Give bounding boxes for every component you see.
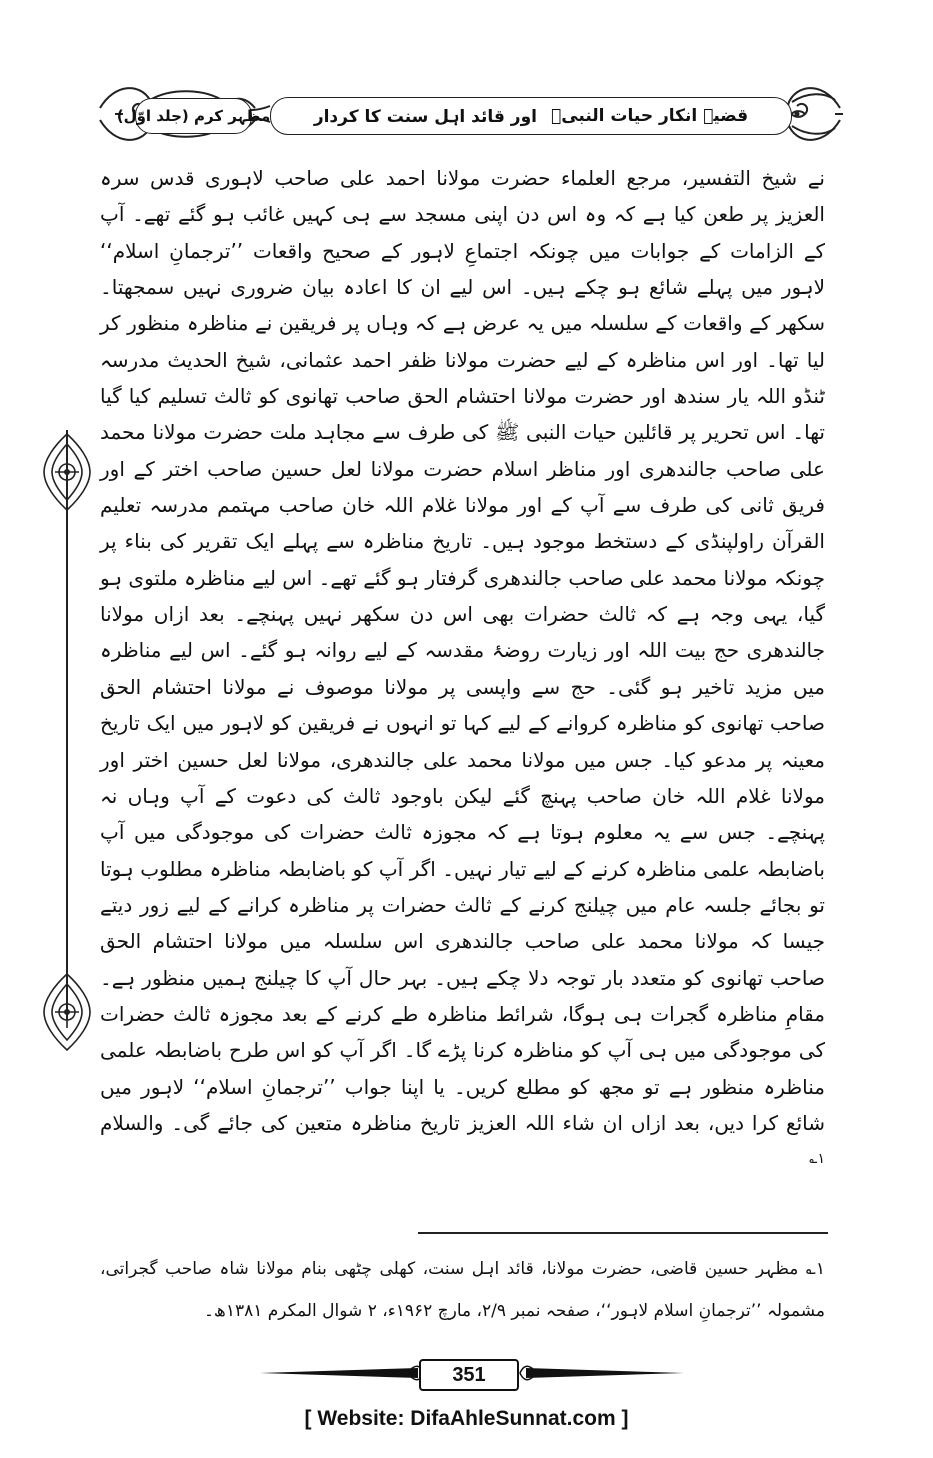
margin-rule (66, 430, 68, 1020)
website-footer: [ Website: DifaAhleSunnat.com ] (304, 1407, 629, 1430)
footnote-reference: ۱؎ (809, 1151, 825, 1168)
margin-ornament-bottom-icon (40, 972, 94, 1052)
header-title-part1: قضیہ انکار حیات النبیؐ (551, 106, 749, 126)
main-text (100, 160, 825, 1182)
margin-ornament-top-icon (40, 432, 94, 512)
footnote (100, 1248, 825, 1332)
page-header (95, 78, 845, 150)
page-number: 351 (419, 1359, 519, 1391)
body-paragraph (100, 160, 825, 1182)
footnote-marker: ۱؎ (805, 1259, 825, 1279)
footnote-text: مظہر حسین قاضی، حضرت مولانا، قائد اہل سنت، کھلی چٹھی بنام مولانا شاہ صاحب گجراتی، مشمولہ ’’ترجمانِ اسلام لاہور‘‘، صفحہ نمبر ۲/۹، مارچ ۱۹۶۲ء، ۲ شوال المکرم ۱۳۸۱ھ۔ (100, 1259, 825, 1321)
header-title (270, 97, 792, 135)
footnote-separator (418, 1232, 828, 1234)
header-volume-label: مظہر کرم (جلد اوّل) (135, 98, 252, 134)
header-title-part2: اور قائد اہل سنت کا کردار (313, 106, 537, 127)
body-paragraph-text: نے شیخ التفسیر، مرجع العلماء حضرت مولانا احمد علی صاحب لاہوری قدس سرہ العزیز پر طعن کیا ہے کہ وہ اس دن اپنی مسجد سے ہی کہیں غائب ہو گئے تھے۔ آپ کے الزامات کے جوابات میں چونکہ اجتماعِ لاہور کے صحیح واقعات ’’ترجمانِ اسلام‘‘ لاہور میں پہلے شائع ہو چکے ہیں۔ اس لیے ان کا اعادہ بیان ضروری نہیں سمجھتا۔ سکھر کے واقعات کے سلسلہ میں یہ عرض ہے کہ وہاں پر فریقین نے مناظرہ منظور کر لیا تھا۔ اور اس مناظرہ کے لیے حضرت مولانا ظفر احمد عثمانی، شیخ الحدیث مدرسہ ٹنڈو اللہ یار سندھ اور حضرت مولانا احتشام الحق صاحب تھانوی کو ثالث تسلیم کیا گیا تھا۔ اس تحریر پر قائلین حیات النبی ﷺ کی طرف سے مجاہد ملت حضرت مولانا محمد علی صاحب جالندھری اور مناظر اسلام حضرت مولانا لعل حسین صاحب اختر کے اور فریق ثانی کی طرف سے آپ کے اور مولانا غلام اللہ خان صاحب مہتمم مدرسہ تعلیم القرآن راولپنڈی کے دستخط موجود ہیں۔ تاریخ مناظرہ سے پہلے ایک تقریر کی بناء پر چونکہ مولانا محمد علی صاحب جالندھری گرفتار ہو گئے تھے۔ اس لیے مناظرہ ملتوی ہو گیا، یہی وجہ ہے کہ ثالث حضرات بھی اس دن سکھر نہیں پہنچے۔ بعد ازاں مولانا جالندھری حج بیت اللہ اور زیارت روضۂ مقدسہ کے لیے روانہ ہو گئے۔ اس لیے مناظرہ میں مزید تاخیر ہو گئی۔ حج سے واپسی پر مولانا موصوف نے مولانا احتشام الحق صاحب تھانوی کو مناظرہ کروانے کے لیے کہا تو انہوں نے فریقین کو لاہور میں ایک تاریخ معینہ پر مدعو کیا۔ جس میں مولانا محمد علی جالندھری، مولانا لعل حسین اختر اور مولانا غلام اللہ خان صاحب پہنچ گئے لیکن باوجود ثالث کی دعوت کے آپ وہاں نہ پہنچے۔ جس سے یہ معلوم ہوتا ہے کہ مجوزہ ثالث حضرات کی موجودگی میں آپ باضابطہ علمی مناظرہ کرنے کے لیے تیار نہیں۔ اگر آپ کو باضابطہ مناظرہ مطلوب ہوتا تو بجائے جلسہ عام میں چیلنج کرنے کے ثالث حضرات پر مناظرہ کرانے کے لیے زور دیتے جیسا کہ مولانا محمد علی صاحب جالندھری اس سلسلہ میں مولانا احتشام الحق صاحب تھانوی کو متعدد بار توجہ دلا چکے ہیں۔ بہر حال آپ کا چیلنج ہمیں منظور ہے۔ مقامِ مناظرہ گجرات ہی ہوگا، شرائط مناظرہ طے کرنے کے بعد مجوزہ ثالث حضرات کی موجودگی میں ہی آپ کو مناظرہ کرنا پڑے گا۔ اگر آپ کو اس طرح باضابطہ علمی مناظرہ منظور ہے تو مجھ کو مطلع کریں۔ یا اپنا جواب ’’ترجمانِ اسلام‘‘ لاہور میں شائع کرا دیں، بعد ازاں ان شاء اللہ العزیز تاریخ مناظرہ متعین کی جائے گی۔ والسلام (100, 166, 825, 1135)
